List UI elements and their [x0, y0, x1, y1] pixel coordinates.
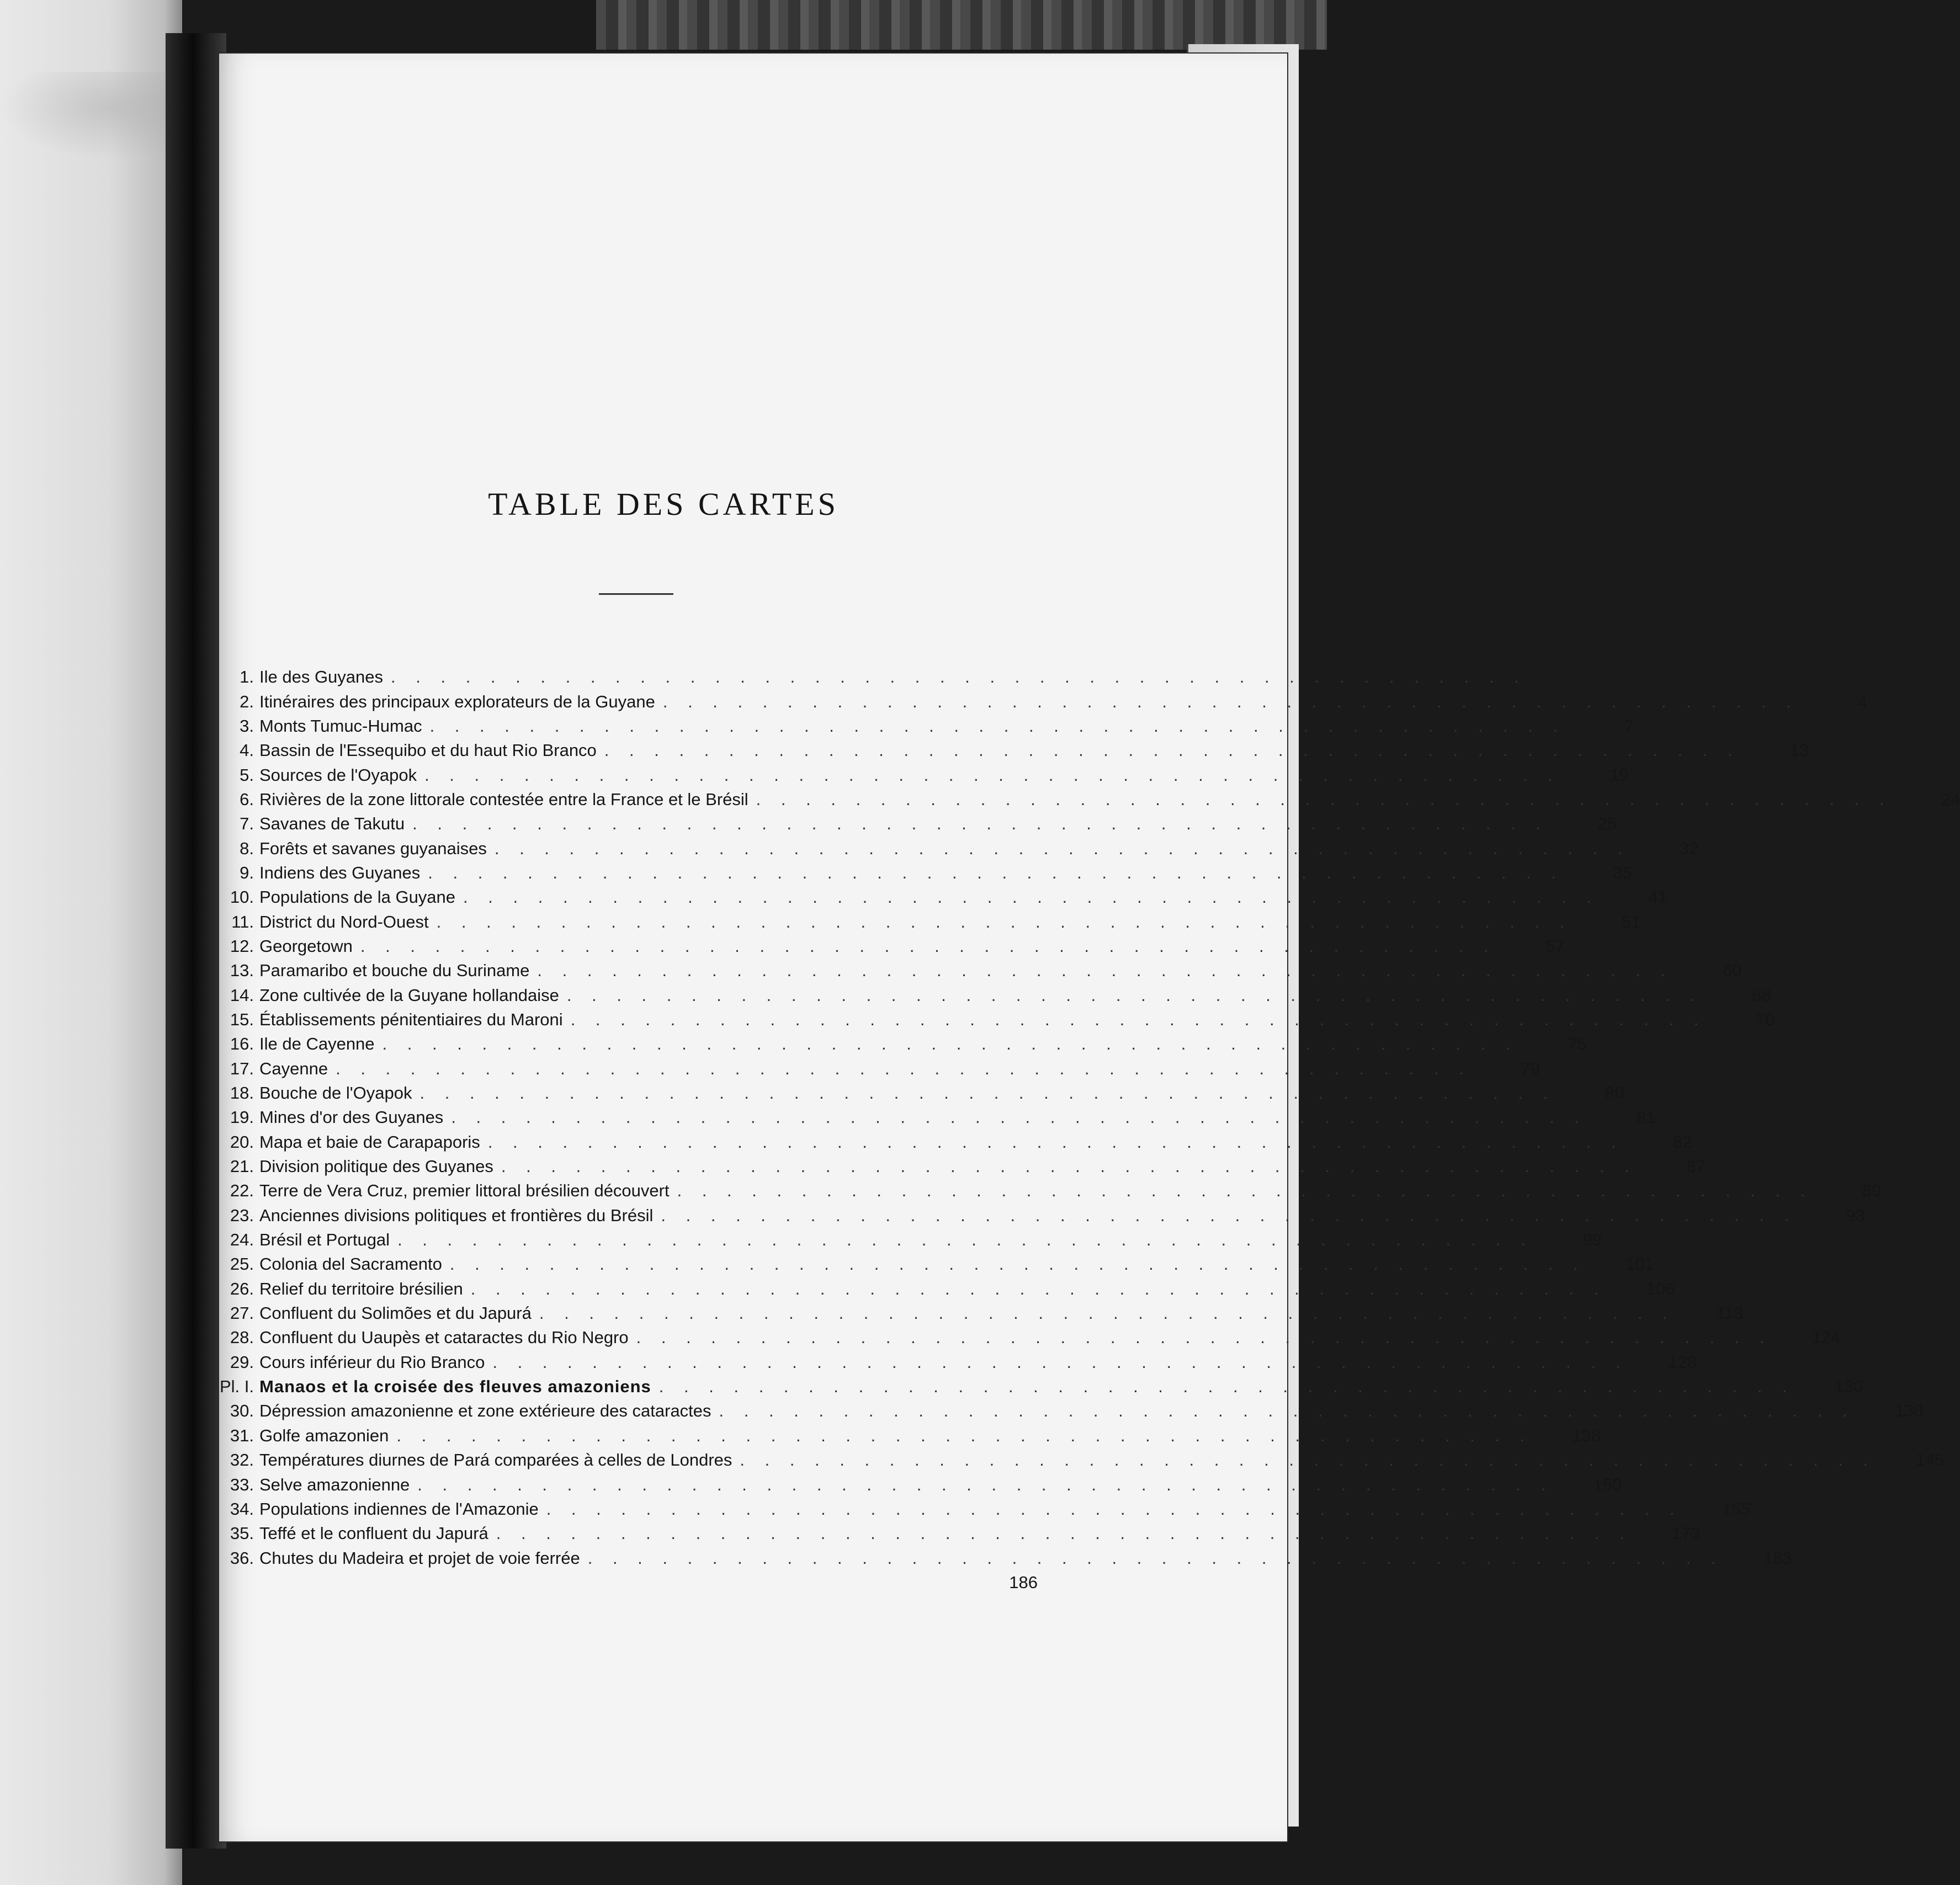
entry-page-number: 130 [1834, 1377, 1863, 1397]
toc-entry [199, 1497, 1751, 1521]
entry-number: 2. [240, 691, 254, 711]
dot-leader: . . . . . . . . . . . . . . . . . . . . . . . . . . . . . . . . . . . . . . . . . . . . . . [424, 765, 1560, 785]
toc-entry [199, 861, 1633, 885]
entry-page-number: 82 [1673, 1132, 1692, 1152]
entry-title: Selve amazonienne [259, 1474, 410, 1494]
entry-number: 21. [230, 1157, 254, 1176]
dot-leader: . . . . . . . . . . . . . . . . . . . . . . . . . . . . . . . . . . . . . . . . . . . . . . [740, 1450, 1876, 1470]
entry-number: 16. [230, 1034, 254, 1054]
entry-number: 33. [230, 1474, 254, 1494]
entry-page-number: 13 [1789, 741, 1809, 760]
entry-number: 20. [230, 1132, 254, 1152]
entry-title: Forêts et savanes guyanaises [259, 838, 487, 858]
entry-page-number: 41 [1648, 887, 1667, 907]
entry-number: 6. [240, 789, 254, 809]
toc-entry [199, 1570, 1038, 1595]
entry-title: Paramaribo et bouche du Suriname [259, 961, 530, 981]
toc-entry [199, 983, 1771, 1007]
entry-title: Confluent du Solimões et du Japurá [259, 1303, 532, 1323]
entry-page-number: 79 [1521, 1058, 1540, 1078]
entry-number: 5. [240, 765, 254, 785]
toc-entry [199, 1081, 1624, 1105]
dot-leader: . . . . . . . . . . . . . . . . . . . . . . . . . . . . . . . . . . . . . . . . . . . . . . [501, 1157, 1637, 1176]
dot-leader: . . . . . . . . . . . . . . . . . . . . . . . . . . . . . . . . . . . . . . . . . . . . . . [397, 1230, 1533, 1250]
entry-number: 31. [230, 1425, 254, 1445]
entry-page-number: 138 [1572, 1425, 1601, 1445]
entry-page-number: 57 [1545, 936, 1565, 956]
entry-number: 30. [230, 1401, 254, 1421]
entry-page-number: 70 [1755, 1009, 1775, 1029]
dot-leader: . . . . . . . . . . . . . . . . . . . . . . . . . . . . . . . . . . . . . . . . . . . . . . [487, 1132, 1624, 1152]
toc-entry [199, 714, 1634, 738]
toc-entry [199, 934, 1565, 959]
entry-page-number: 35 [1613, 862, 1633, 882]
entry-page-number: 128 [1668, 1352, 1697, 1372]
dot-leader: . . . . . . . . . . . . . . . . . . . . . . . . . . . . . . . . . . . . . . . . . . . . . . [658, 1377, 1795, 1397]
entry-title: Anciennes divisions politiques et frontières du Brésil [259, 1205, 654, 1225]
entry-title: Teffé et le confluent du Japurá [259, 1524, 488, 1543]
facing-page [0, 0, 182, 1885]
toc-entry [199, 1399, 1924, 1423]
dot-leader: . . . . . . . . . . . . . . . . . . . . . . . . . . . . . . . . . . . . . . . . . . . . . . [661, 1205, 1797, 1225]
entry-page-number: 87 [1686, 1157, 1706, 1176]
toc-entry [199, 1032, 1587, 1056]
entry-page-number: 124 [1812, 1328, 1841, 1348]
entry-number: 9. [240, 862, 254, 882]
toc-entry [199, 1252, 1654, 1276]
entry-title: Ile de Cayenne [259, 1034, 375, 1054]
toc-entry [199, 1154, 1706, 1179]
entry-title: Chutes du Madeira et projet de voie ferrée [259, 1548, 580, 1568]
toc-entry [199, 1448, 1945, 1472]
entry-page-number: 130 [1894, 1401, 1924, 1421]
entry-title: Manaos et la croisée des fleuves amazoniens [259, 1377, 651, 1397]
entry-title: Bassin de l'Essequibo et du haut Rio Branco [259, 741, 597, 760]
dot-leader: . . . . . . . . . . . . . . . . . . . . . . . . . . . . . . . . . . . . . . . . . . . . . . [417, 1474, 1554, 1494]
page-title: TABLE DES CARTES [488, 486, 839, 522]
toc-entry [199, 738, 1809, 763]
toc-entry [199, 1325, 1841, 1350]
entry-title: Colonia del Sacramento [259, 1254, 442, 1274]
entry-page-number: 75 [1567, 1034, 1587, 1054]
toc-entry [199, 1301, 1744, 1325]
entry-title: Brésil et Portugal [259, 1230, 390, 1250]
entry-title: District du Nord-Ouest [259, 912, 429, 931]
entry-page-number: 89 [1862, 1181, 1882, 1201]
entry-number: 17. [230, 1058, 254, 1078]
entry-number: 27. [230, 1303, 254, 1323]
entry-number: 34. [230, 1499, 254, 1519]
entry-number: Pl. I. [219, 1377, 254, 1397]
entry-title: Georgetown [259, 936, 353, 956]
entry-title: Dépression amazonienne et zone extérieure des cataractes [259, 1401, 711, 1421]
entry-page-number: 186 [1009, 1572, 1038, 1592]
dot-leader: . . . . . . . . . . . . . . . . . . . . . . . . . . . . . . . . . . . . . . . . . . . . . . [587, 1548, 1724, 1568]
entry-page-number: 106 [1646, 1279, 1675, 1298]
table-of-maps [199, 665, 1960, 1595]
entry-page-number: 113 [1716, 1303, 1744, 1323]
entry-page-number: 24 [1941, 789, 1960, 809]
entry-page-number: 99 [1582, 1230, 1602, 1250]
entry-title: Populations indiennes de l'Amazonie [259, 1499, 539, 1519]
entry-number: 8. [240, 838, 254, 858]
dot-leader: . . . . . . . . . . . . . . . . . . . . . . . . . . . . . . . . . . . . . . . . . . . . . . [719, 1401, 1855, 1421]
entry-number: 14. [230, 985, 254, 1005]
dot-leader: . . . . . . . . . . . . . . . . . . . . . . . . . . . . . . . . . . . . . . . . . . . . . . [336, 1058, 1472, 1078]
dot-leader: . . . . . . . . . . . . . . . . . . . . . . . . . . . . . . . . . . . . . . . . . . . . . . [546, 1499, 1682, 1519]
dot-leader: . . . . . . . . . . . . . . . . . . . . . . . . . . . . . . . . . . . . . . . . . . . . . . [636, 1328, 1772, 1348]
entry-number: 10. [230, 887, 254, 907]
entry-number: 35. [230, 1524, 254, 1543]
toc-entry [199, 1424, 1601, 1448]
dot-leader: . . . . . . . . . . . . . . . . . . . . . . . . . . . . . . . . . . . . . . . . . . . . . . [449, 1254, 1586, 1274]
entry-number: 19. [230, 1107, 254, 1127]
dot-leader: . . . . . . . . . . . . . . . . . . . . . . . . . . . . . . . . . . . . . . . . . . . . . . [677, 1181, 1813, 1201]
entry-page-number: 145 [1915, 1450, 1945, 1470]
entry-number: 11. [231, 912, 254, 931]
entry-title: Monts Tumuc-Humac [259, 716, 422, 736]
entry-title: Températures diurnes de Pará comparées à celles de Londres [259, 1450, 732, 1470]
title-rule [599, 593, 673, 595]
entry-title: Cayenne [259, 1058, 328, 1078]
entry-page-number: 68 [1752, 985, 1771, 1005]
water-stain [0, 72, 182, 160]
toc-entry [199, 1228, 1602, 1252]
dot-leader: . . . . . . . . . . . . . . . . . . . . . . . . . . . . . . . . . . . . . . . . . . . . . . [382, 1034, 1518, 1054]
entry-page-number: 51 [1621, 912, 1641, 931]
toc-entry [199, 787, 1960, 812]
torn-top-edge [596, 0, 1327, 50]
entry-title: Zone cultivée de la Guyane hollandaise [259, 985, 559, 1005]
toc-entry [199, 885, 1667, 909]
entry-page-number: 101 [1625, 1254, 1654, 1274]
dot-leader: . . . . . . . . . . . . . . . . . . . . . . . . . . . . . . . . . . . . . . . . . . . . . . [428, 862, 1564, 882]
toc-entry [199, 812, 1617, 836]
entry-page-number: 150 [1593, 1474, 1622, 1494]
toc-entry [199, 665, 1527, 689]
entry-number: 36. [230, 1548, 254, 1568]
entry-number: 25. [230, 1254, 254, 1274]
entry-number: 32. [230, 1450, 254, 1470]
entry-page-number: 183 [1763, 1548, 1792, 1568]
entry-number: 13. [230, 961, 254, 981]
dot-leader: . . . . . . . . . . . . . . . . . . . . . . . . . . . . . . . . . . . . . . . . . . . . . . [436, 912, 1573, 931]
toc-entry [199, 763, 1629, 787]
dot-leader: . . . . . . . . . . . . . . . . . . . . . . . . . . . . . . . . . . . . . . . . . . . . . . [537, 961, 1674, 981]
toc-entry [199, 1179, 1882, 1203]
dot-leader: . . . . . . . . . . . . . . . . . . . . . . . . . . . . . . . . . . . . . . . . . . . . . . [451, 1107, 1587, 1127]
entry-page-number: 81 [1636, 1107, 1656, 1127]
toc-entry [199, 689, 1867, 713]
entry-title: Cours inférieur du Rio Branco [259, 1352, 485, 1372]
entry-title: Mapa et baie de Carapaporis [259, 1132, 480, 1152]
entry-number: 15. [230, 1009, 254, 1029]
dot-leader: . . . . . . . . . . . . . . . . . . . . . . . . . . . . . . . . . . . . . . . . . . . . . . [496, 1524, 1632, 1543]
toc-entry [199, 1105, 1656, 1130]
toc-entry [199, 1204, 1866, 1228]
entry-number: 24. [230, 1230, 254, 1250]
entry-title: Bouche de l'Oyapok [259, 1083, 412, 1103]
entry-title: Rivières de la zone littorale contestée entre la France et le Brésil [259, 789, 748, 809]
dot-leader: . . . . . . . . . . . . . . . . . . . . . . . . . . . . . . . . . . . . . . . . . . . . . . [419, 1083, 1556, 1103]
entry-page-number: 80 [1605, 1083, 1624, 1103]
toc-entry [199, 1472, 1622, 1497]
entry-title: Établissements pénitentiaires du Maroni [259, 1009, 563, 1029]
entry-number: 23. [230, 1205, 254, 1225]
entry-number: 1. [240, 667, 254, 687]
entry-title: Division politique des Guyanes [259, 1157, 493, 1176]
entry-page-number: 25 [1597, 814, 1617, 834]
entry-page-number: 7 [1624, 716, 1634, 736]
entry-title: Populations de la Guyane [259, 887, 456, 907]
entry-number: 4. [240, 741, 254, 760]
dot-leader: . . . . . . . . . . . . . . . . . . . . . . . . . . . . . . . . . . . . . . . . . . . . . . [494, 838, 1630, 858]
dot-leader: . . . . . . . . . . . . . . . . . . . . . . . . . . . . . . . . . . . . . . . . . . . . . . [396, 1425, 1533, 1445]
dot-leader: . . . . . . . . . . . . . . . . . . . . . . . . . . . . . . . . . . . . . . . . . . . . . . [360, 936, 1496, 956]
entry-page-number: 4 [1857, 691, 1867, 711]
toc-entry [199, 1277, 1675, 1301]
toc-entry [199, 1521, 1701, 1546]
entry-title: Golfe amazonien [259, 1425, 389, 1445]
dot-leader: . . . . . . . . . . . . . . . . . . . . . . . . . . . . . . . . . . . . . . . . . . . . . . [470, 1279, 1607, 1298]
entry-page-number: 93 [1846, 1205, 1866, 1225]
dot-leader: . . . . . . . . . . . . . . . . . . . . . . . . . . . . . . . . . . . . . . . . . . . . . . [604, 741, 1740, 760]
toc-entry [199, 836, 1699, 860]
entry-title: Savanes de Takutu [259, 814, 405, 834]
toc-entry [199, 1375, 1863, 1399]
toc-entry [199, 909, 1641, 934]
entry-page-number: 155 [1722, 1499, 1751, 1519]
dot-leader: . . . . . . . . . . . . . . . . . . . . . . . . . . . . . . . . . . . . . . . . . . . . . . [391, 667, 1527, 687]
entry-page-number: 32 [1680, 838, 1699, 858]
toc-entry [199, 959, 1742, 983]
toc-entry [199, 1546, 1792, 1570]
entry-title: Terre de Vera Cruz, premier littoral brésilien découvert [259, 1181, 670, 1201]
dot-leader: . . . . . . . . . . . . . . . . . . . . . . . . . . . . . . . . . . . . . . . . . . . . . . [492, 1352, 1629, 1372]
entry-title: Mines d'or des Guyanes [259, 1107, 444, 1127]
entry-title: Sources de l'Oyapok [259, 765, 417, 785]
entry-title: Indiens des Guyanes [259, 862, 421, 882]
entry-title: Itinéraires des principaux explorateurs de la Guyane [259, 691, 655, 711]
dot-leader: . . . . . . . . . . . . . . . . . . . . . . . . . . . . . . . . . . . . . . . . . . . . . . [756, 789, 1892, 809]
dot-leader: . . . . . . . . . . . . . . . . . . . . . . . . . . . . . . . . . . . . . . . . . . . . . . [662, 691, 1799, 711]
toc-entry [199, 1008, 1775, 1032]
entry-number: 3. [240, 716, 254, 736]
dot-leader: . . . . . . . . . . . . . . . . . . . . . . . . . . . . . . . . . . . . . . . . . . . . . . [429, 716, 1566, 736]
entry-number: 7. [240, 814, 254, 834]
entry-title: Ile des Guyanes [259, 667, 384, 687]
entry-page-number: 173 [1671, 1524, 1701, 1543]
toc-entry [199, 1130, 1692, 1154]
entry-page-number: 19 [1610, 765, 1629, 785]
entry-number: 29. [230, 1352, 254, 1372]
entry-title: Relief du territoire brésilien [259, 1279, 463, 1298]
dot-leader: . . . . . . . . . . . . . . . . . . . . . . . . . . . . . . . . . . . . . . . . . . . . . . [412, 814, 1548, 834]
toc-entry [199, 1350, 1697, 1375]
dot-leader: . . . . . . . . . . . . . . . . . . . . . . . . . . . . . . . . . . . . . . . . . . . . . . [570, 1009, 1707, 1029]
dot-leader: . . . . . . . . . . . . . . . . . . . . . . . . . . . . . . . . . . . . . . . . . . . . . . [463, 887, 1599, 907]
entry-page-number: 60 [1722, 961, 1742, 981]
dot-leader: . . . . . . . . . . . . . . . . . . . . . . . . . . . . . . . . . . . . . . . . . . . . . . [539, 1303, 1675, 1323]
entry-title: Confluent du Uaupès et cataractes du Rio Negro [259, 1328, 629, 1348]
entry-number: 28. [230, 1328, 254, 1348]
entry-number: 22. [230, 1181, 254, 1201]
toc-entry [199, 1057, 1540, 1081]
entry-number: 12. [230, 936, 254, 956]
entry-number: 26. [230, 1279, 254, 1298]
dot-leader: . . . . . . . . . . . . . . . . . . . . . . . . . . . . . . . . . . . . . . . . . . . . . . [566, 985, 1703, 1005]
entry-number: 18. [230, 1083, 254, 1103]
